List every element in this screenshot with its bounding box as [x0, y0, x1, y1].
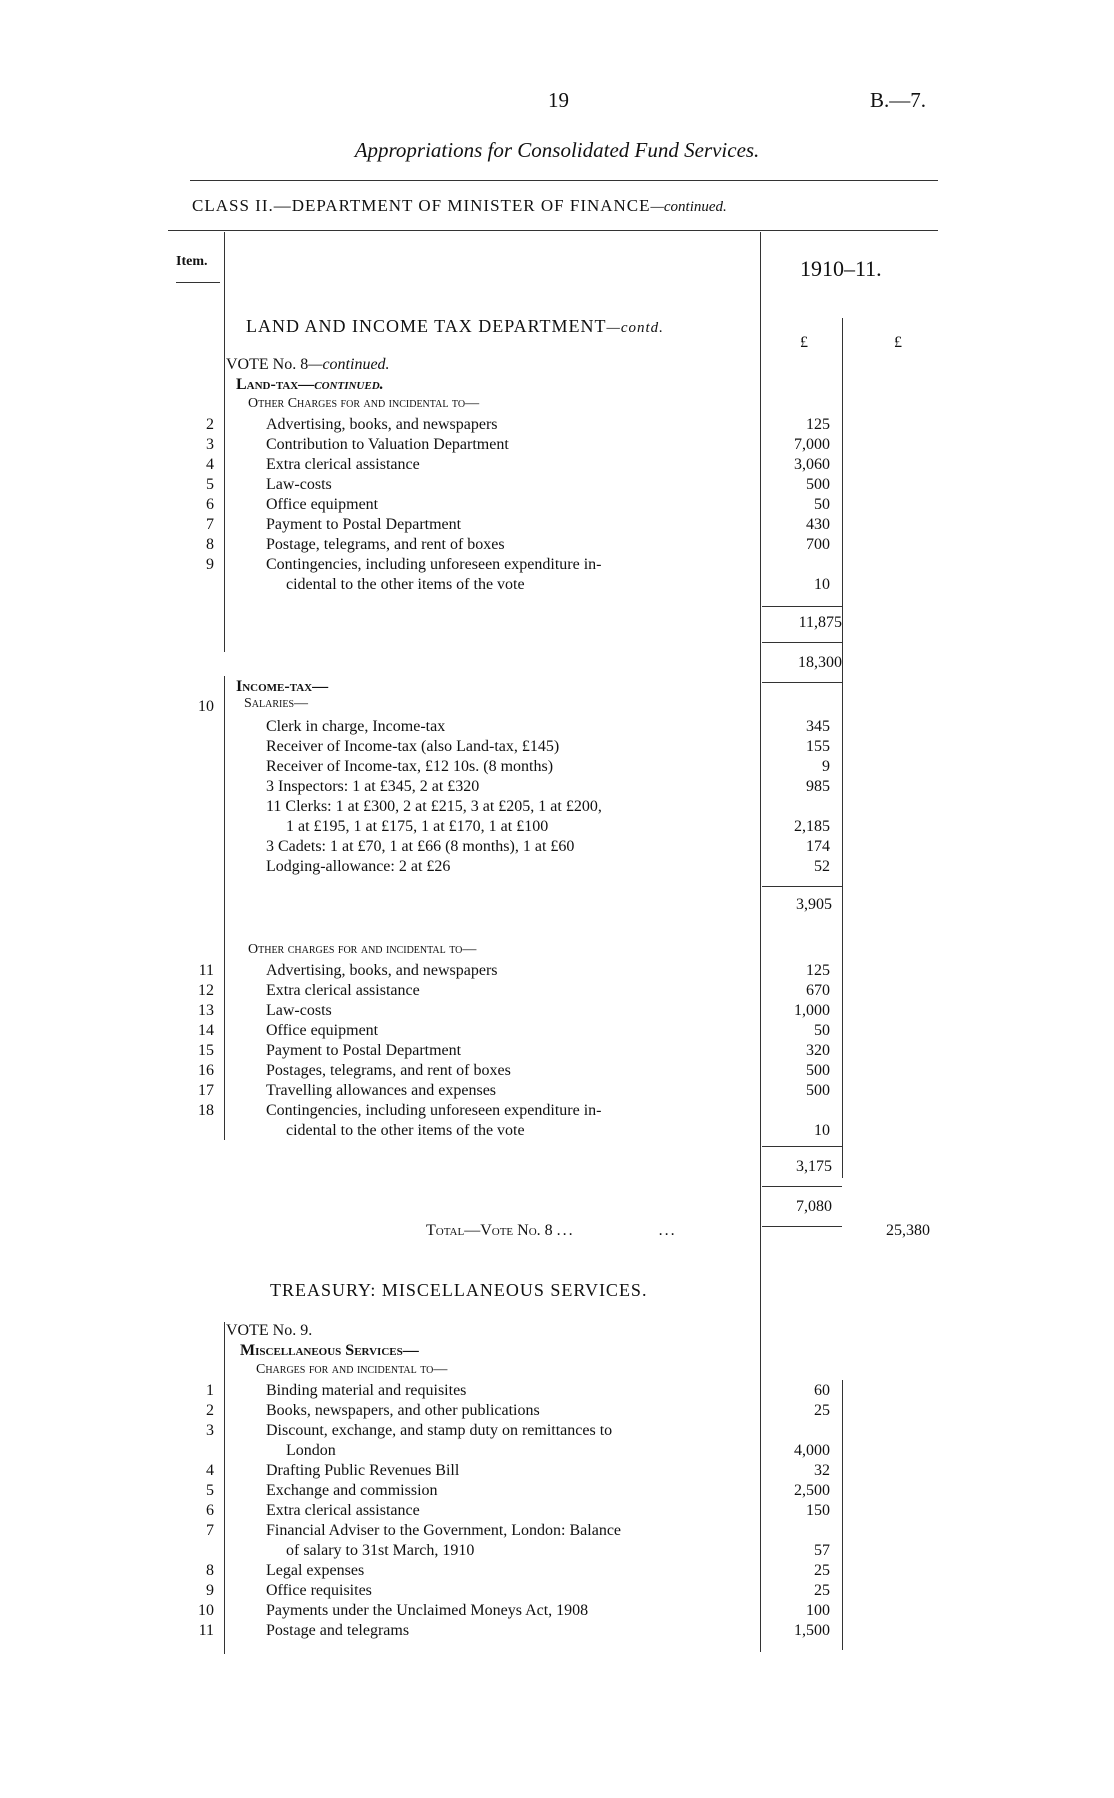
item-number: 7: [206, 1522, 214, 1539]
line-item-amount: 125: [806, 416, 830, 433]
line-item-label: Books, newspapers, and other publications: [266, 1402, 540, 1419]
line-item-label: Travelling allowances and expenses: [266, 1082, 497, 1099]
income-total-amount: 7,080: [796, 1198, 832, 1215]
line-item-amount: 500: [806, 1082, 830, 1099]
line-item-label: Drafting Public Revenues Bill: [266, 1462, 460, 1479]
item-number: 7: [206, 516, 214, 533]
line-item-amount: 60: [814, 1382, 830, 1399]
line-item-label-continued: London: [286, 1442, 336, 1459]
subtotal-amount: 3,175: [796, 1158, 832, 1175]
subheading: Income-tax—: [236, 678, 329, 695]
total-amount: 18,300: [798, 654, 842, 671]
item-number: 11: [198, 1622, 214, 1639]
line-item-label: Office equipment: [266, 1022, 379, 1039]
line-item-amount: 155: [806, 738, 830, 755]
line-item-amount: 3,060: [794, 456, 830, 473]
divider: [168, 230, 938, 231]
vote-heading: VOTE No. 8—continued.: [226, 356, 390, 373]
line-item-amount: 25: [814, 1562, 830, 1579]
subheading: Land-tax—continued.: [236, 376, 384, 393]
line-item-amount: 100: [806, 1602, 830, 1619]
line-item-amount: 320: [806, 1042, 830, 1059]
line-item-amount: 9: [822, 758, 830, 775]
line-item-amount: 10: [814, 576, 830, 593]
vote-total-label: Total—Vote No. 8 ... ...: [426, 1222, 677, 1239]
line-item-label: Payments under the Unclaimed Moneys Act, 1908: [266, 1602, 589, 1619]
line-item-label: Payment to Postal Department: [266, 516, 462, 533]
line-item-label: Financial Adviser to the Government, London: Balance: [266, 1522, 622, 1539]
item-number: 5: [206, 476, 214, 493]
item-number: 6: [206, 1502, 214, 1519]
line-item-label: Receiver of Income-tax (also Land-tax, £145): [266, 738, 560, 755]
line-item-label: Contingencies, including unforeseen expenditure in-: [266, 556, 602, 573]
line-item-label-continued: 1 at £195, 1 at £175, 1 at £170, 1 at £100: [286, 818, 549, 835]
line-item-label: Lodging-allowance: 2 at £26: [266, 858, 451, 875]
column-rule: [842, 1380, 843, 1650]
line-item-amount: 25: [814, 1582, 830, 1599]
line-item-amount: 174: [806, 838, 830, 855]
subtotal-rule: [762, 1146, 842, 1147]
column-rule: [224, 232, 225, 652]
subtotal-amount: 3,905: [796, 896, 832, 913]
line-item-label: Receiver of Income-tax, £12 10s. (8 months): [266, 758, 554, 775]
line-item-label: Legal expenses: [266, 1562, 365, 1579]
subtotal-amount: 11,875: [798, 614, 842, 631]
section-heading: TREASURY: MISCELLANEOUS SERVICES.: [270, 1280, 648, 1300]
line-item-label: Advertising, books, and newspapers: [266, 416, 498, 433]
vote-total-amount: 25,380: [886, 1222, 930, 1239]
line-item-label-continued: cidental to the other items of the vote: [286, 1122, 525, 1139]
line-item-amount: 25: [814, 1402, 830, 1419]
line-item-label: 3 Inspectors: 1 at £345, 2 at £320: [266, 778, 480, 795]
line-item-amount: 345: [806, 718, 830, 735]
item-number: 14: [198, 1022, 214, 1039]
total-rule: [762, 682, 842, 683]
line-item-label: Office requisites: [266, 1582, 372, 1599]
line-item-label: Postage, telegrams, and rent of boxes: [266, 536, 505, 553]
subtotal-rule: [762, 642, 842, 643]
subtotal-rule: [762, 606, 842, 607]
column-rule: [224, 676, 225, 1140]
item-number: 10: [198, 1602, 214, 1619]
line-item-amount: 500: [806, 1062, 830, 1079]
line-item-amount: 2,500: [794, 1482, 830, 1499]
line-item-label: Clerk in charge, Income-tax: [266, 718, 446, 735]
divider: [190, 180, 938, 181]
item-number: 4: [206, 456, 214, 473]
line-item-label: Extra clerical assistance: [266, 982, 420, 999]
item-number: 10: [198, 698, 214, 715]
line-item-amount: 125: [806, 962, 830, 979]
subheading: Miscellaneous Services—: [240, 1342, 419, 1359]
item-number: 15: [198, 1042, 214, 1059]
item-number: 3: [206, 1422, 214, 1439]
item-number: 16: [198, 1062, 214, 1079]
line-item-amount: 985: [806, 778, 830, 795]
item-number: 8: [206, 1562, 214, 1579]
line-item-label: Advertising, books, and newspapers: [266, 962, 498, 979]
charges-heading: Other charges for and incidental to—: [248, 942, 477, 957]
item-number: 13: [198, 1002, 214, 1019]
year-header: 1910–11.: [800, 256, 882, 281]
class-heading: CLASS II.—DEPARTMENT OF MINISTER OF FINANCE—continued.: [192, 196, 727, 215]
page-number: 19: [548, 88, 569, 112]
charges-heading: Charges for and incidental to—: [256, 1362, 448, 1377]
item-number: 18: [198, 1102, 214, 1119]
line-item-label-continued: of salary to 31st March, 1910: [286, 1542, 475, 1559]
line-item-label: Contribution to Valuation Department: [266, 436, 509, 453]
total-rule: [762, 1226, 842, 1227]
line-item-amount: 700: [806, 536, 830, 553]
item-number: 6: [206, 496, 214, 513]
item-number: 9: [206, 556, 214, 573]
line-item-amount: 500: [806, 476, 830, 493]
line-item-amount: 430: [806, 516, 830, 533]
pound-sign: £: [800, 334, 808, 351]
charges-heading: Other Charges for and incidental to—: [248, 396, 480, 411]
item-number: 8: [206, 536, 214, 553]
line-item-label: Discount, exchange, and stamp duty on remittances to: [266, 1422, 613, 1439]
item-number: 3: [206, 436, 214, 453]
line-item-amount: 57: [814, 1542, 830, 1559]
item-number: 4: [206, 1462, 214, 1479]
vote-heading: VOTE No. 9.: [226, 1322, 313, 1339]
document-code: B.—7.: [870, 88, 927, 112]
line-item-label: Law-costs: [266, 1002, 332, 1019]
page-title: Appropriations for Consolidated Fund Services.: [354, 138, 760, 162]
subtotal-rule: [762, 1186, 842, 1187]
line-item-label: Postages, telegrams, and rent of boxes: [266, 1062, 511, 1079]
divider: [176, 282, 220, 283]
line-item-label: Postage and telegrams: [266, 1622, 410, 1639]
item-number: 1: [206, 1382, 214, 1399]
item-number: 2: [206, 416, 214, 433]
salaries-heading: Salaries—: [244, 696, 309, 711]
item-number: 5: [206, 1482, 214, 1499]
line-item-amount: 50: [814, 496, 830, 513]
line-item-label: 11 Clerks: 1 at £300, 2 at £215, 3 at £205, 1 at £200,: [266, 798, 602, 815]
item-number: 11: [198, 962, 214, 979]
line-item-amount: 2,185: [794, 818, 830, 835]
line-item-amount: 52: [814, 858, 830, 875]
line-item-amount: 7,000: [794, 436, 830, 453]
item-number: 2: [206, 1402, 214, 1419]
line-item-label: Binding material and requisites: [266, 1382, 467, 1399]
line-item-amount: 10: [814, 1122, 830, 1139]
line-item-amount: 4,000: [794, 1442, 830, 1459]
line-item-label: Extra clerical assistance: [266, 456, 420, 473]
line-item-label: Office equipment: [266, 496, 379, 513]
item-number: 12: [198, 982, 214, 999]
line-item-label: Exchange and commission: [266, 1482, 438, 1499]
section-heading: LAND AND INCOME TAX DEPARTMENT—contd.: [246, 316, 664, 336]
line-item-label: Contingencies, including unforeseen expenditure in-: [266, 1102, 602, 1119]
pound-sign: £: [894, 334, 902, 351]
column-rule: [842, 318, 843, 1178]
column-rule: [224, 1322, 225, 1654]
line-item-label: Extra clerical assistance: [266, 1502, 420, 1519]
line-item-label-continued: cidental to the other items of the vote: [286, 576, 525, 593]
line-item-label: 3 Cadets: 1 at £70, 1 at £66 (8 months), 1 at £60: [266, 838, 575, 855]
line-item-label: Law-costs: [266, 476, 332, 493]
line-item-amount: 1,500: [794, 1622, 830, 1639]
item-number: 9: [206, 1582, 214, 1599]
line-item-amount: 32: [814, 1462, 830, 1479]
line-item-label: Payment to Postal Department: [266, 1042, 462, 1059]
subtotal-rule: [762, 886, 842, 887]
item-number: 17: [198, 1082, 214, 1099]
line-item-amount: 50: [814, 1022, 830, 1039]
line-item-amount: 150: [806, 1502, 830, 1519]
line-item-amount: 670: [806, 982, 830, 999]
line-item-amount: 1,000: [794, 1002, 830, 1019]
item-column-header: Item.: [176, 254, 208, 269]
